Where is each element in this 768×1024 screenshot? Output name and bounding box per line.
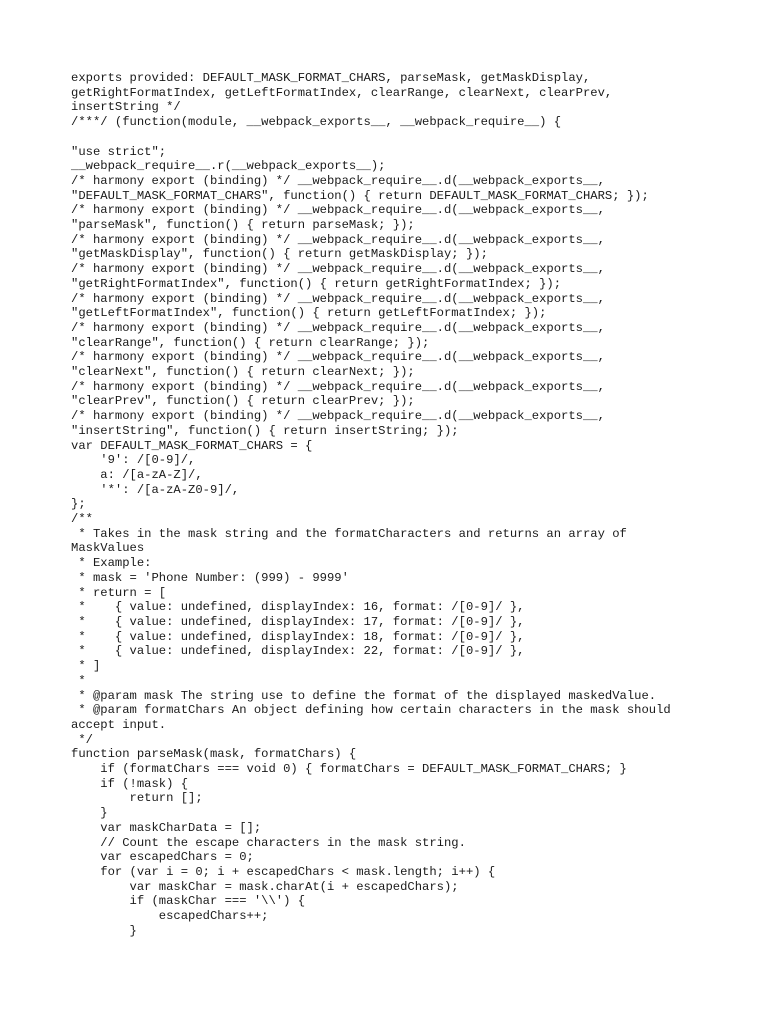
- code-line: * { value: undefined, displayIndex: 17, format: /[0-9]/ },: [71, 615, 525, 629]
- code-line: }: [71, 923, 137, 938]
- code-line: "clearPrev", function() { return clearPrev; });: [71, 394, 415, 409]
- code-line: /* harmony export (binding) */ __webpack_require__.d(__webpack_exports__,: [71, 232, 605, 247]
- code-line: insertString */: [71, 100, 181, 115]
- code-line: accept input.: [71, 717, 167, 732]
- code-block: [71, 71, 731, 938]
- code-line: "use strict";: [71, 144, 167, 159]
- code-line: */: [71, 732, 93, 747]
- code-line: "getLeftFormatIndex", function() { return getLeftFormatIndex; });: [71, 306, 547, 321]
- code-line: "insertString", function() { return insertString; });: [71, 423, 459, 438]
- code-line: * mask = 'Phone Number: (999) - 9999': [71, 570, 349, 585]
- code-line: * { value: undefined, displayIndex: 22, format: /[0-9]/ },: [71, 644, 525, 659]
- code-line: for (var i = 0; i + escapedChars < mask.length; i++) {: [71, 864, 496, 879]
- code-line: getRightFormatIndex, getLeftFormatIndex, clearRange, clearNext, clearPrev,: [71, 85, 613, 100]
- code-line: * @param mask The string use to define the format of the displayed maskedValue.: [71, 688, 657, 703]
- code-line: /* harmony export (binding) */ __webpack_require__.d(__webpack_exports__,: [71, 173, 605, 188]
- code-line: function parseMask(mask, formatChars) {: [71, 747, 357, 762]
- code-line: return [];: [71, 791, 203, 806]
- code-line: "parseMask", function() { return parseMask; });: [71, 218, 415, 233]
- code-line: /* harmony export (binding) */ __webpack_require__.d(__webpack_exports__,: [71, 379, 605, 394]
- code-line: [71, 130, 731, 145]
- code-line: /**: [71, 512, 93, 527]
- code-line: MaskValues: [71, 541, 145, 556]
- code-line: /* harmony export (binding) */ __webpack_require__.d(__webpack_exports__,: [71, 203, 605, 218]
- code-line: var maskCharData = [];: [71, 820, 262, 835]
- code-line: /* harmony export (binding) */ __webpack_require__.d(__webpack_exports__,: [71, 291, 605, 306]
- code-line: /* harmony export (binding) */ __webpack_require__.d(__webpack_exports__,: [71, 320, 605, 335]
- code-line: * @param formatChars An object defining how certain characters in the mask should: [71, 703, 671, 718]
- code-line: if (formatChars === void 0) { formatChars = DEFAULT_MASK_FORMAT_CHARS; }: [71, 762, 627, 777]
- code-line: * Example:: [71, 556, 152, 571]
- code-line: "clearNext", function() { return clearNext; });: [71, 365, 415, 380]
- code-line: var DEFAULT_MASK_FORMAT_CHARS = {: [71, 438, 313, 453]
- code-line: /* harmony export (binding) */ __webpack_require__.d(__webpack_exports__,: [71, 262, 605, 277]
- code-line: var escapedChars = 0;: [71, 850, 254, 865]
- code-line: /* harmony export (binding) */ __webpack_require__.d(__webpack_exports__,: [71, 409, 605, 424]
- code-line: exports provided: DEFAULT_MASK_FORMAT_CHARS, parseMask, getMaskDisplay,: [71, 71, 591, 85]
- code-line: /***/ (function(module, __webpack_exports__, __webpack_require__) {: [71, 115, 562, 130]
- code-line: "clearRange", function() { return clearRange; });: [71, 335, 430, 350]
- code-line: * { value: undefined, displayIndex: 18, format: /[0-9]/ },: [71, 629, 525, 644]
- code-line: *: [71, 673, 86, 688]
- code-line: "getRightFormatIndex", function() { return getRightFormatIndex; });: [71, 276, 562, 291]
- document-page: [71, 71, 731, 938]
- code-line: a: /[a-zA-Z]/,: [71, 467, 203, 482]
- code-line: * ]: [71, 659, 101, 674]
- code-line: * { value: undefined, displayIndex: 16, format: /[0-9]/ },: [71, 600, 525, 615]
- code-line: var maskChar = mask.charAt(i + escapedChars);: [71, 879, 459, 894]
- code-line: __webpack_require__.r(__webpack_exports__);: [71, 159, 386, 174]
- code-line: * Takes in the mask string and the formatCharacters and returns an array of: [71, 526, 627, 541]
- code-line: /* harmony export (binding) */ __webpack_require__.d(__webpack_exports__,: [71, 350, 605, 365]
- code-line: escapedChars++;: [71, 909, 269, 924]
- code-line: * return = [: [71, 585, 167, 600]
- code-line: if (!mask) {: [71, 776, 189, 791]
- code-line: // Count the escape characters in the mask string.: [71, 835, 466, 850]
- code-line: if (maskChar === '\\') {: [71, 894, 306, 909]
- code-line: "getMaskDisplay", function() { return getMaskDisplay; });: [71, 247, 488, 262]
- code-line: '9': /[0-9]/,: [71, 453, 196, 468]
- code-line: };: [71, 497, 86, 512]
- code-line: '*': /[a-zA-Z0-9]/,: [71, 482, 240, 497]
- code-line: }: [71, 806, 108, 821]
- code-line: "DEFAULT_MASK_FORMAT_CHARS", function() { return DEFAULT_MASK_FORMAT_CHARS; });: [71, 188, 649, 203]
